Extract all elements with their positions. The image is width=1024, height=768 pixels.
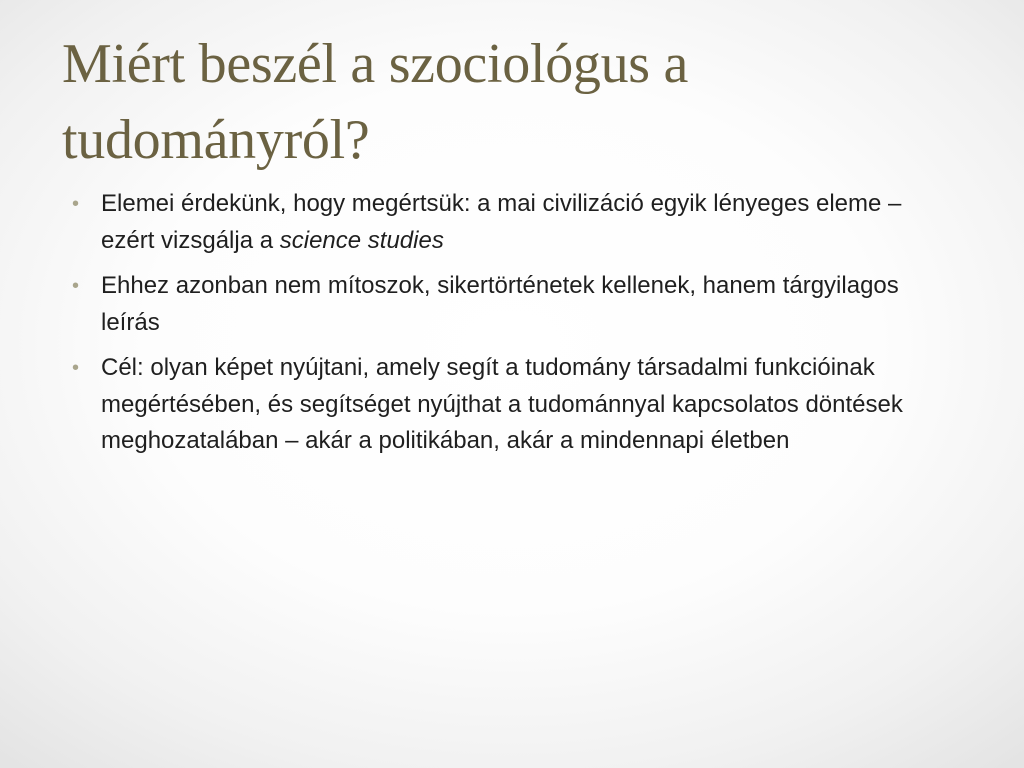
bullet-list bbox=[72, 186, 912, 469]
bullet-item-3 bbox=[72, 350, 912, 460]
bullet-text-1-italic: science studies bbox=[279, 226, 444, 254]
bullet-text-2: Ehhez azonban nem mítoszok, sikertörténetek kellenek, hanem tárgyilagos leírás bbox=[101, 272, 899, 336]
bullet-item-1 bbox=[72, 186, 912, 259]
bullet-icon: • bbox=[72, 275, 80, 297]
bullet-text-1 bbox=[101, 190, 901, 254]
bullet-text-1-plain: Elemei érdekünk, hogy megértsük: a mai civilizáció egyik lényeges eleme – ezért vizsgálja a bbox=[101, 190, 902, 254]
bullet-item-2 bbox=[72, 268, 912, 341]
bullet-icon: • bbox=[72, 357, 80, 379]
bullet-icon: • bbox=[72, 193, 80, 215]
slide-title: Miért beszél a szociológus a tudományról? bbox=[62, 33, 689, 171]
bullet-text-3: Cél: olyan képet nyújtani, amely segít a tudomány társadalmi funkcióinak megértésében, és segítséget nyújthat a tudománnyal kapcsolatos döntések meghozatalában – akár a politikában, akár a mindennapi életben bbox=[101, 354, 903, 454]
